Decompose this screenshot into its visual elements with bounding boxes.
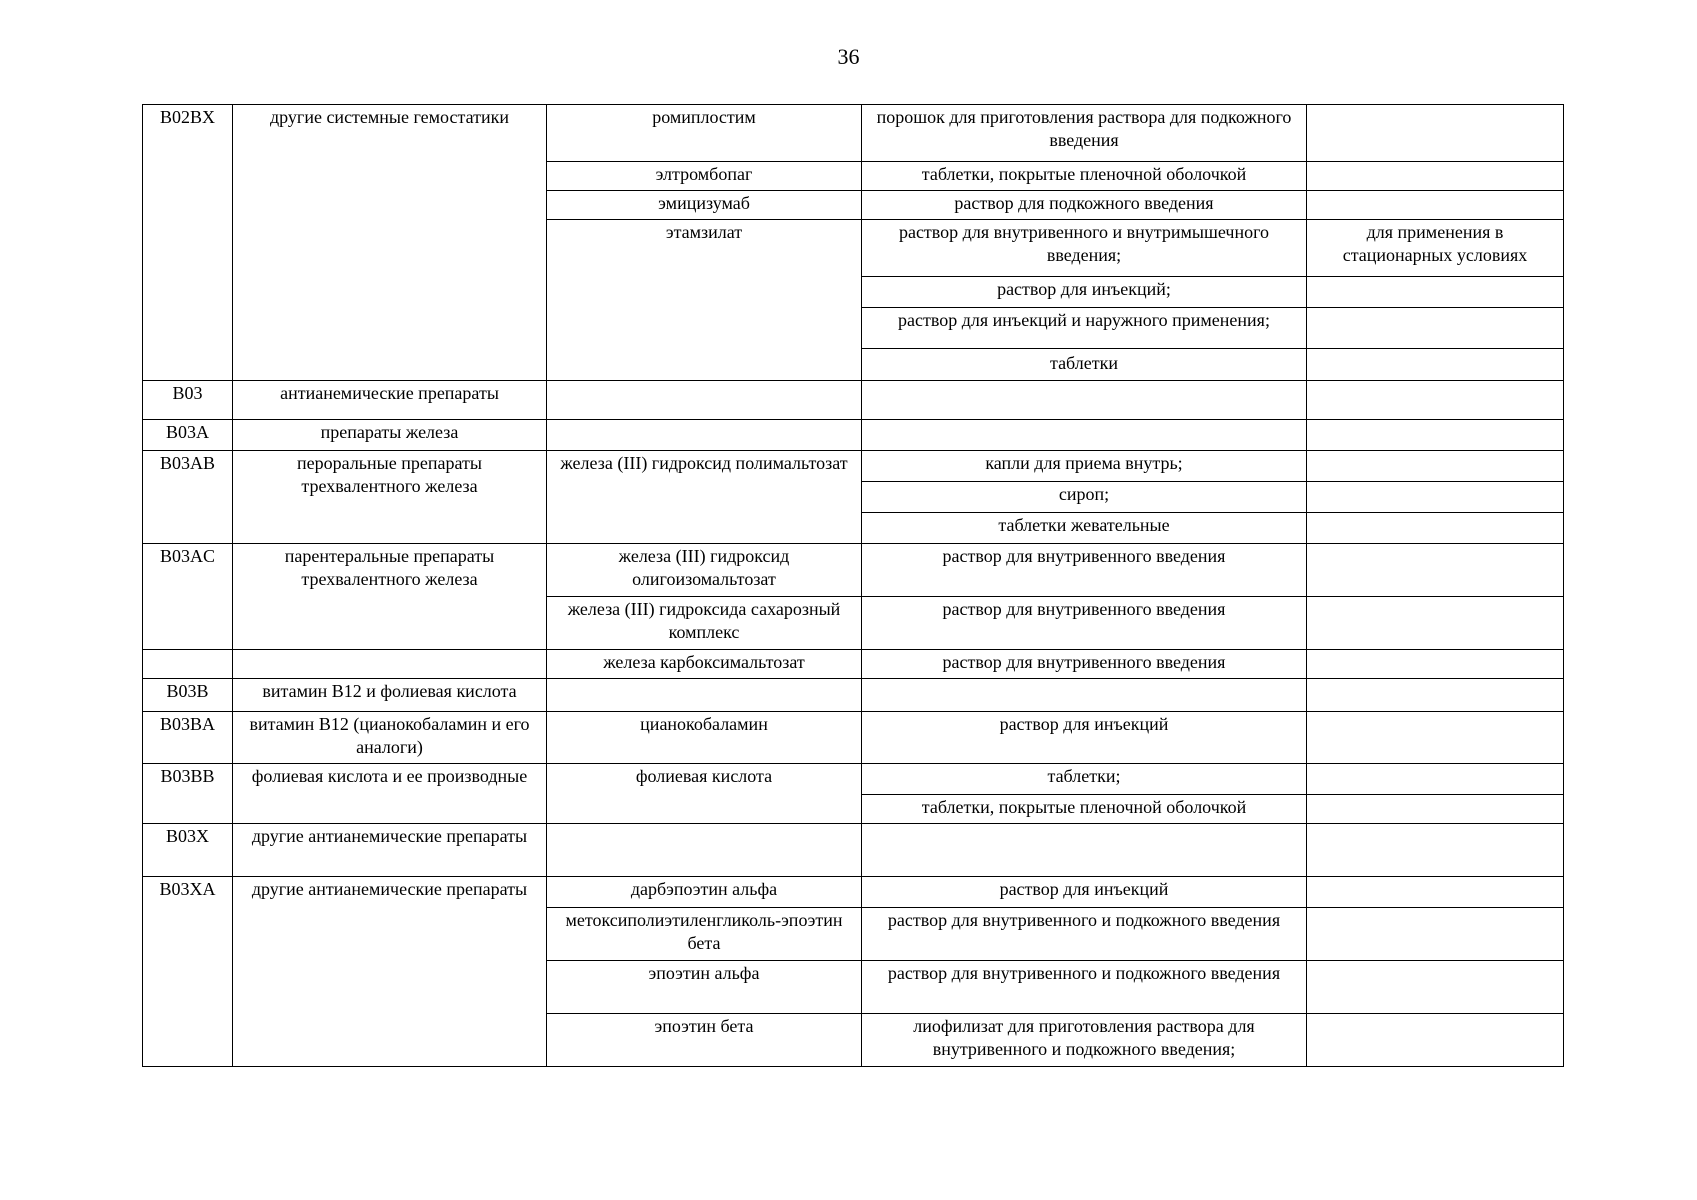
note-cell — [1307, 544, 1564, 597]
dosage-form-cell: капли для приема внутрь; — [862, 451, 1307, 482]
substance-cell: эпоэтин альфа — [547, 961, 862, 1014]
atc-group-cell: другие антианемические препараты — [233, 824, 547, 877]
substance-cell: цианокобаламин — [547, 712, 862, 764]
substance-cell: эмицизумаб — [547, 191, 862, 220]
dosage-form-cell: раствор для инъекций и наружного применения; — [862, 308, 1307, 349]
table-row — [143, 650, 1564, 679]
dosage-form-cell: лиофилизат для приготовления раствора для внутривенного и подкожного введения; — [862, 1014, 1307, 1067]
table-row — [143, 712, 1564, 764]
dosage-form-cell: таблетки, покрытые пленочной оболочкой — [862, 162, 1307, 191]
dosage-form-cell — [862, 679, 1307, 712]
substance-cell — [547, 824, 862, 877]
atc-code-cell: B03X — [143, 824, 233, 877]
note-cell — [1307, 597, 1564, 650]
note-cell — [1307, 877, 1564, 908]
dosage-form-cell: таблетки жевательные — [862, 513, 1307, 544]
page-number: 36 — [837, 44, 860, 69]
atc-code-cell: B03 — [143, 381, 233, 420]
dosage-form-cell: раствор для подкожного введения — [862, 191, 1307, 220]
atc-group-cell: витамин B12 (цианокобаламин и его аналоги) — [233, 712, 547, 764]
note-cell — [1307, 451, 1564, 482]
substance-cell: железа (III) гидроксида сахарозный комплекс — [547, 597, 862, 650]
dosage-form-cell: раствор для внутривенного введения — [862, 597, 1307, 650]
atc-group-cell — [233, 650, 547, 679]
dosage-form-cell: раствор для инъекций; — [862, 277, 1307, 308]
table-row — [143, 877, 1564, 908]
note-cell: для применения в стационарных условиях — [1307, 220, 1564, 277]
atc-code-cell: B03AB — [143, 451, 233, 544]
atc-code-cell: B03BA — [143, 712, 233, 764]
atc-code-cell: B03AC — [143, 544, 233, 650]
dosage-form-cell: порошок для приготовления раствора для подкожного введения — [862, 105, 1307, 162]
note-cell — [1307, 349, 1564, 381]
note-cell — [1307, 277, 1564, 308]
atc-code-cell: B03B — [143, 679, 233, 712]
dosage-form-cell: таблетки — [862, 349, 1307, 381]
note-cell — [1307, 1014, 1564, 1067]
note-cell — [1307, 105, 1564, 162]
note-cell — [1307, 679, 1564, 712]
substance-cell: железа (III) гидроксид олигоизомальтозат — [547, 544, 862, 597]
dosage-form-cell: сироп; — [862, 482, 1307, 513]
note-cell — [1307, 191, 1564, 220]
atc-group-cell: парентеральные препараты трехвалентного железа — [233, 544, 547, 650]
substance-cell — [547, 679, 862, 712]
table-row — [143, 764, 1564, 795]
substance-cell: метоксиполиэтиленгликоль-эпоэтин бета — [547, 908, 862, 961]
note-cell — [1307, 482, 1564, 513]
substance-cell: железа (III) гидроксид полимальтозат — [547, 451, 862, 544]
atc-code-cell: B03A — [143, 420, 233, 451]
atc-group-cell: витамин B12 и фолиевая кислота — [233, 679, 547, 712]
table-row — [143, 105, 1564, 162]
substance-cell — [547, 381, 862, 420]
note-cell — [1307, 908, 1564, 961]
atc-group-cell: пероральные препараты трехвалентного железа — [233, 451, 547, 544]
dosage-form-cell: таблетки; — [862, 764, 1307, 795]
table-row — [143, 824, 1564, 877]
note-cell — [1307, 795, 1564, 824]
dosage-form-cell: раствор для внутривенного и внутримышечного введения; — [862, 220, 1307, 277]
substance-cell: эпоэтин бета — [547, 1014, 862, 1067]
dosage-form-cell — [862, 824, 1307, 877]
substance-cell: ромиплостим — [547, 105, 862, 162]
dosage-form-cell: таблетки, покрытые пленочной оболочкой — [862, 795, 1307, 824]
dosage-form-cell: раствор для внутривенного введения — [862, 650, 1307, 679]
drug-classification-table — [142, 104, 1564, 1067]
dosage-form-cell: раствор для инъекций — [862, 712, 1307, 764]
dosage-form-cell: раствор для инъекций — [862, 877, 1307, 908]
table-row — [143, 544, 1564, 597]
note-cell — [1307, 824, 1564, 877]
atc-group-cell: другие антианемические препараты — [233, 877, 547, 1067]
table-row — [143, 451, 1564, 482]
dosage-form-cell: раствор для внутривенного и подкожного введения — [862, 961, 1307, 1014]
substance-cell: фолиевая кислота — [547, 764, 862, 824]
note-cell — [1307, 764, 1564, 795]
note-cell — [1307, 513, 1564, 544]
note-cell — [1307, 650, 1564, 679]
note-cell — [1307, 712, 1564, 764]
note-cell — [1307, 961, 1564, 1014]
atc-code-cell: B03XA — [143, 877, 233, 1067]
note-cell — [1307, 381, 1564, 420]
note-cell — [1307, 162, 1564, 191]
substance-cell: железа карбоксимальтозат — [547, 650, 862, 679]
table-row — [143, 679, 1564, 712]
dosage-form-cell — [862, 381, 1307, 420]
table-row — [143, 381, 1564, 420]
substance-cell: этамзилат — [547, 220, 862, 381]
substance-cell: дарбэпоэтин альфа — [547, 877, 862, 908]
substance-cell: элтромбопаг — [547, 162, 862, 191]
dosage-form-cell — [862, 420, 1307, 451]
atc-code-cell: B02BX — [143, 105, 233, 381]
dosage-form-cell: раствор для внутривенного введения — [862, 544, 1307, 597]
substance-cell — [547, 420, 862, 451]
note-cell — [1307, 420, 1564, 451]
atc-group-cell: препараты железа — [233, 420, 547, 451]
atc-group-cell: другие системные гемостатики — [233, 105, 547, 381]
atc-code-cell: B03BB — [143, 764, 233, 824]
dosage-form-cell: раствор для внутривенного и подкожного введения — [862, 908, 1307, 961]
table-row — [143, 420, 1564, 451]
atc-code-cell — [143, 650, 233, 679]
atc-group-cell: фолиевая кислота и ее производные — [233, 764, 547, 824]
note-cell — [1307, 308, 1564, 349]
atc-group-cell: антианемические препараты — [233, 381, 547, 420]
